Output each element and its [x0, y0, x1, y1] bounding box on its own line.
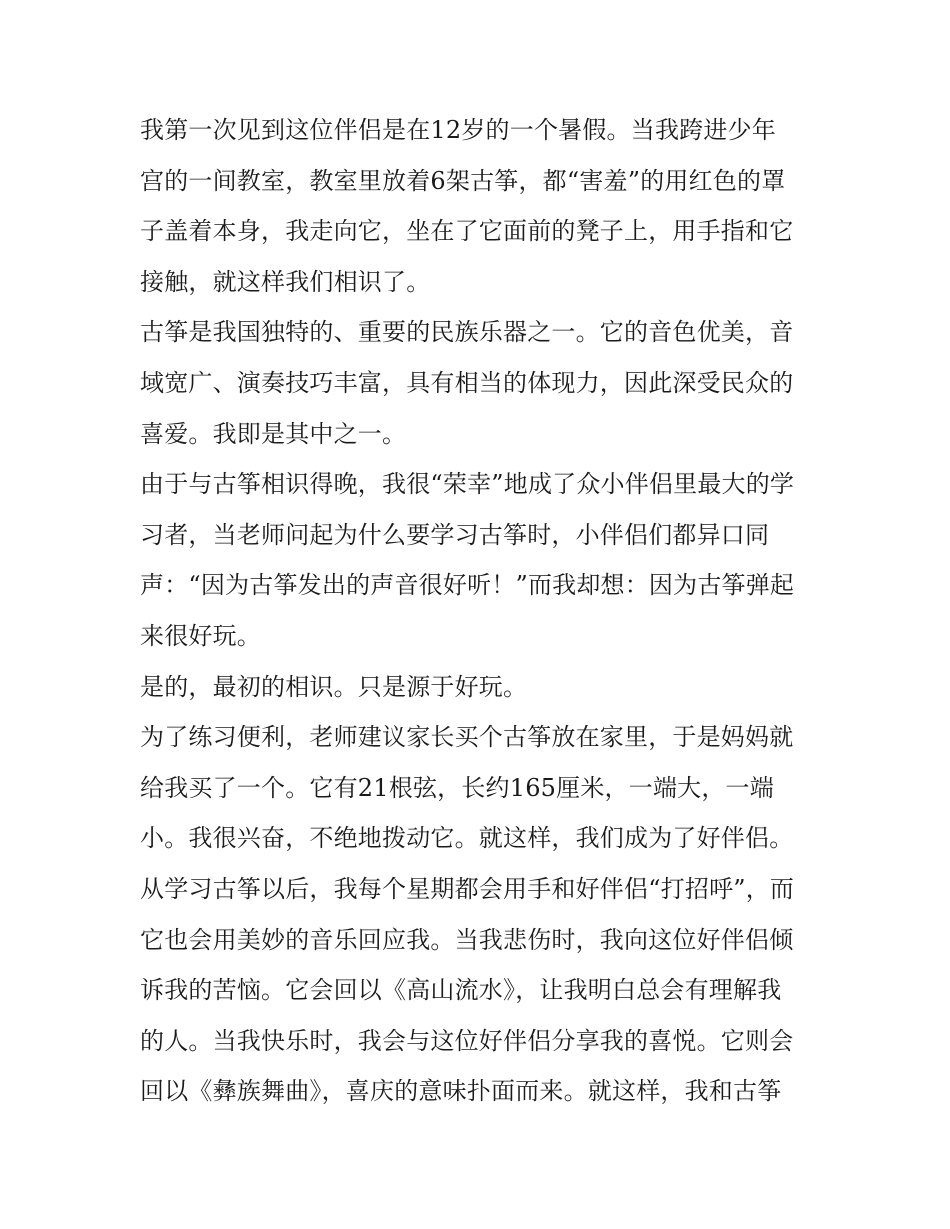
text-line: 诉我的苦恼。它会回以《高山流水》，让我明白总会有理解我	[140, 976, 782, 1005]
text-line: 来很好玩。	[140, 621, 261, 650]
text-line: 古筝是我国独特的、重要的民族乐器之一。它的音色优美，音	[140, 318, 794, 347]
text-line: 习者，当老师问起为什么要学习古筝时，小伴侣们都异口同	[140, 520, 770, 549]
text-line: 喜爱。我即是其中之一。	[140, 419, 407, 448]
text-line: 它也会用美妙的音乐回应我。当我悲伤时，我向这位好伴侣倾	[140, 925, 794, 954]
text-line: 声：“因为古筝发出的声音很好听！”而我却想：因为古筝弹起	[140, 571, 795, 600]
text-line: 域宽广、演奏技巧丰富，具有相当的体现力，因此深受民众的	[140, 368, 794, 397]
text-line: 由于与古筝相识得晚，我很“荣幸”地成了众小伴侣里最大的学	[140, 470, 795, 499]
text-line: 我第一次见到这位伴侣是在12岁的一个暑假。当我跨进少年	[140, 116, 776, 144]
text-line: 从学习古筝以后，我每个星期都会用手和好伴侣“打招呼”，而	[140, 874, 795, 903]
text-line: 是的，最初的相识。只是源于好玩。	[140, 672, 528, 701]
document-body	[140, 105, 820, 1117]
text-line: 回以《彝族舞曲》，喜庆的意味扑面而来。就这样，我和古筝	[140, 1077, 782, 1106]
text-line: 子盖着本身，我走向它，坐在了它面前的凳子上，用手指和它	[140, 217, 794, 246]
text-line: 小。我很兴奋，不绝地拨动它。就这样，我们成为了好伴侣。	[140, 824, 794, 853]
text-line: 给我买了一个。它有21根弦，长约165厘米，一端大，一端	[140, 773, 774, 802]
text-line: 的人。当我快乐时，我会与这位好伴侣分享我的喜悦。它则会	[140, 1026, 794, 1055]
text-line: 为了练习便利，老师建议家长买个古筝放在家里，于是妈妈就	[140, 723, 794, 752]
text-line: 宫的一间教室，教室里放着6架古筝，都“害羞”的用红色的罩	[140, 166, 786, 195]
text-line: 接触，就这样我们相识了。	[140, 267, 431, 296]
